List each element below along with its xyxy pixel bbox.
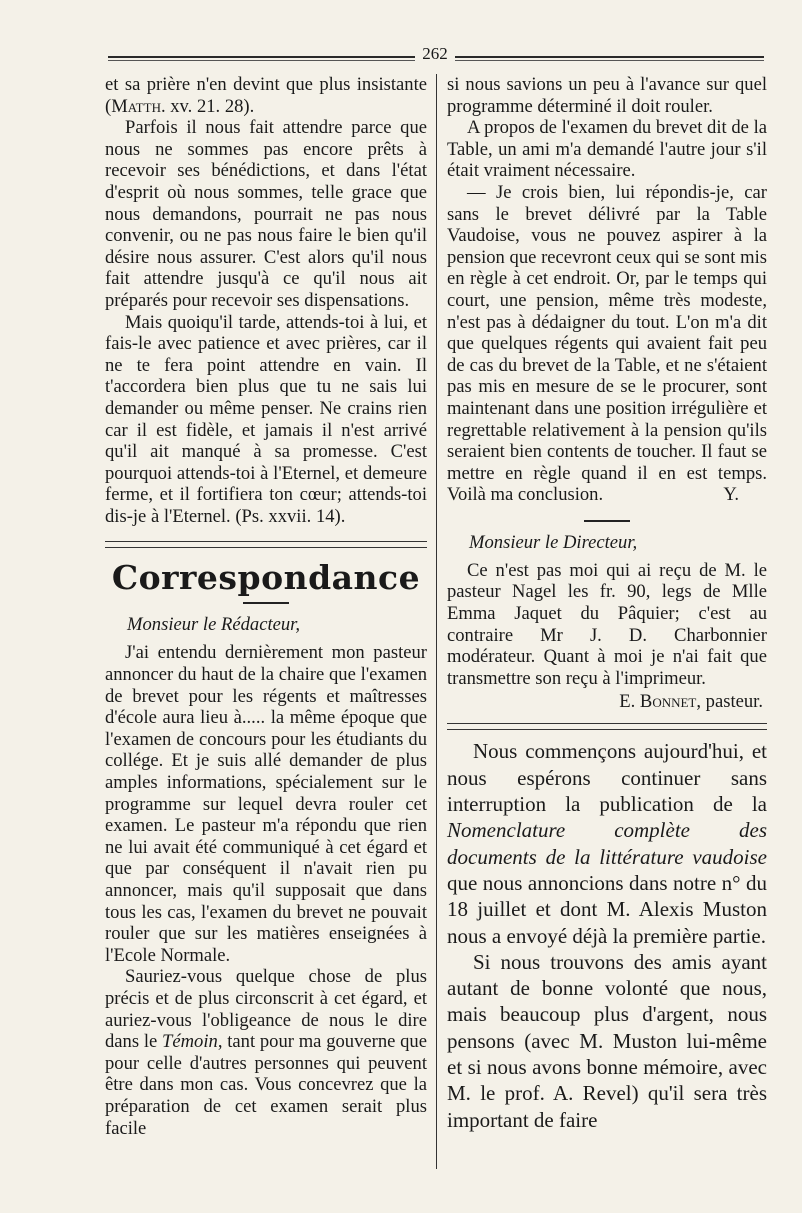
publication-title: Nomenclature complète des documents de la littérature vaudoise	[447, 818, 767, 869]
letter-salutation: Monsieur le Rédacteur,	[127, 614, 300, 636]
left-paragraph-1: et sa prière n'en devint que plus insistante (Matth. xv. 21. 28).	[105, 74, 427, 117]
right-column	[447, 74, 767, 1133]
right-paragraph-1: si nous savions un peu à l'avance sur quel programme déterminé il doit rouler.	[447, 74, 767, 117]
letter-signature: E. Bonnet, pasteur.	[619, 691, 763, 713]
letter-separator	[584, 520, 630, 522]
scripture-reference: Matth.	[111, 95, 166, 117]
column-divider	[436, 74, 437, 1169]
notice-paragraph-1: Nous commençons aujourd'hui, et nous espérons continuer sans interruption la publication de la Nomenclature complète des documents de la littérature vaudoise que nous annoncions dans notre n° du 18 juillet et dont M. Alexis Muston nous a envoyé déjà la première partie.	[447, 739, 767, 948]
page-number: 262	[415, 44, 455, 64]
letter-paragraph-1: J'ai entendu dernièrement mon pasteur annoncer du haut de la chaire que l'examen de brevet pour les régents et maîtresses d'école aura lieu à..... la même époque que l'examen de concours pour les étudiants du collége. Et je suis allé demander de plus amples informations, spécialement sur le programme sur lequel devra rouler cet examen. Le pasteur m'a répondu que rien ne lui avait été communiqué à cet égard et que par conséquent il n'avait rien pu annoncer, mais qu'il supposait que dans tous les cas, l'examen du brevet ne pouvait rouler que sur les matières enseignées à l'Ecole Normale.	[105, 642, 427, 966]
second-letter-salutation: Monsieur le Directeur,	[469, 531, 638, 553]
letter-paragraph-2: Sauriez-vous quelque chose de plus précis et de plus circonscrit à cet égard, et auriez-vous l'obligeance de nous le dire dans le Témoin, tant pour ma gouverne que pour celle d'autres personnes qui peuvent être dans mon cas. Vous concevrez que la préparation de cet examen serait plus facile	[105, 966, 427, 1139]
notice-paragraph-2: Si nous trouvons des amis ayant autant de bonne volonté que nous, mais beaucoup plus d'argent, nous pensons (avec M. Muston lui-même et si nous avons bonne mémoire, avec M. le prof. A. Revel) qu'il sera très important de faire	[447, 949, 767, 1132]
left-paragraph-2: Parfois il nous fait attendre parce que nous ne sommes pas encore prêts à recevoir ses bénédictions, et dans l'état d'esprit où nous sommes, telle grace que nous demandons, pourrait ne pas nous convenir, ou ne pas nous faire le bien qu'il désire nous assurer. C'est alors qu'il nous fait attendre jusqu'à ce qu'il nous ait préparés pour recevoir ses dispensations.	[105, 117, 427, 311]
section-title: Correspondance	[111, 558, 421, 598]
notice-divider	[447, 723, 767, 730]
right-paragraph-2: A propos de l'examen du brevet dit de la Table, un ami m'a demandé l'autre jour s'il était vraiment nécessaire.	[447, 117, 767, 182]
left-column	[105, 74, 427, 1139]
editorial-notice	[447, 738, 767, 1132]
second-letter-paragraph: Ce n'est pas moi qui ai reçu de M. le pasteur Nagel les fr. 90, legs de Mlle Emma Jaquet du Pâquier; c'est au contraire Mr J. D. Charbonnier modérateur. Quant à moi je n'ai fait que transmettre son reçu à l'imprimeur.	[447, 559, 767, 689]
section-divider	[105, 541, 427, 548]
letter-signoff: Y.	[723, 484, 739, 506]
left-paragraph-3: Mais quoiqu'il tarde, attends-toi à lui, et fais-le avec patience et avec prières, car il ne te fera point attendre en vain. Il t'accordera bien plus que tu ne sais lui demander ou même penser. Ne crains rien car il est fidèle, et jamais il n'est arrivé qu'il ait manqué à sa promesse. C'est pourquoi attends-toi à l'Eternel, et demeure ferme, et il fortifiera ton cœur; attends-toi dis-je à l'Eternel. (Ps. xxvii. 14).	[105, 311, 427, 527]
title-underline	[243, 602, 289, 604]
newspaper-title: Témoin	[162, 1031, 218, 1053]
right-paragraph-3: — Je crois bien, lui répondis-je, car sans le brevet délivré par la Table Vaudoise, vous ne pouvez aspirer à la pension que recevront ceux qui se sont mis en règle à cet endroit. Or, par le temps qui court, une pension, même très modeste, n'est pas à dédaigner du tout. L'on m'a dit que quelques régents qui avaient fait peu de cas du brevet de la Table, et ne s'étaient pas mis en mesure de se le procurer, sont maintenant dans une position irrégulière et regrettable relativement à la pension qu'ils seraient bien contents de toucher. Il faut se mettre en règle quand il en est temps. Voilà ma conclusion.	[447, 181, 767, 506]
